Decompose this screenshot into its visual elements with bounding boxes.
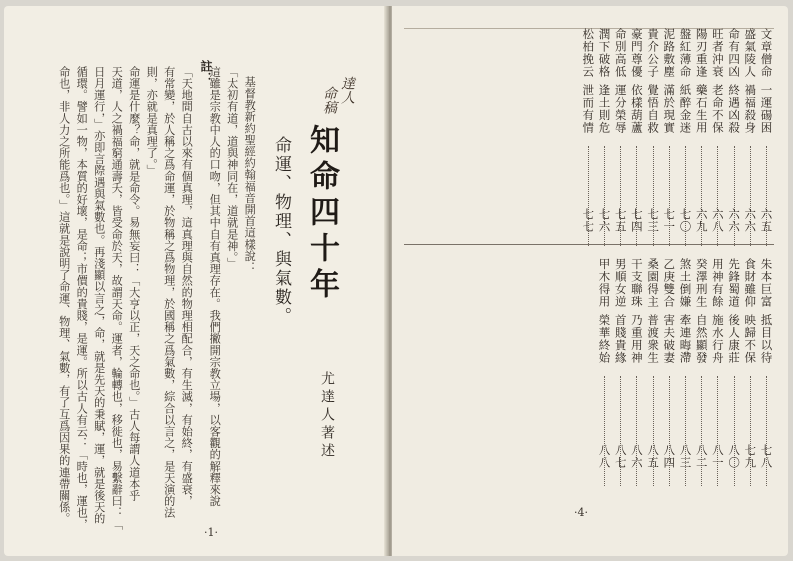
toc-entry-title[interactable]: 盛氣陵人	[743, 28, 758, 78]
toc-page-number: 七三	[646, 208, 661, 233]
toc-leader-dots	[717, 376, 719, 486]
body-column: 日月運行，」亦即言際遇與氣數也。再淺顯以言之，命，就是先天的秉賦，運，就是後天的	[92, 66, 106, 525]
toc-page-number: 七四	[629, 208, 644, 233]
toc-entry-title[interactable]: 豪門尊優	[629, 28, 644, 78]
author-byline: 尤達人著述	[319, 371, 335, 461]
toc-entry-title[interactable]: 貴介公子	[646, 28, 661, 78]
toc-page-number: 八〇	[727, 444, 742, 469]
toc-entry-title[interactable]: 旺者沖衰	[710, 28, 725, 78]
toc-entry-title[interactable]: 松柏挽云	[581, 28, 596, 78]
body-column: 有常變，於人稱之爲命運，於物稱之爲物理，於國稱之爲氣數，綜合以言之，是天演的法	[162, 66, 176, 519]
toc-page-number: 八八	[597, 444, 612, 469]
toc-entry-subtitle: 抵目以待	[759, 314, 774, 364]
toc-entry-title[interactable]: 食財雖仰	[743, 258, 758, 308]
toc-page-number: 八三	[678, 444, 693, 469]
toc-entry-subtitle: 老命不保	[710, 84, 725, 134]
body-column: 「天地間自古以來有個真理，這真理與自然的物理相配合，有生滅，有始終，有盛衰，	[180, 66, 194, 507]
toc-entry-subtitle: 滿於現實	[662, 84, 677, 134]
toc-entry-title[interactable]: 陽刃重逢	[694, 28, 709, 78]
toc-entry-subtitle: 泄而有情	[581, 84, 596, 134]
right-page	[392, 6, 788, 556]
toc-entry-title[interactable]: 甲木得用	[597, 258, 612, 308]
toc-leader-dots	[604, 376, 606, 486]
toc-page-number: 六六	[743, 208, 758, 233]
toc-leader-dots	[653, 376, 655, 486]
toc-entry-subtitle: 害夫破妻	[662, 314, 677, 364]
toc-leader-dots	[669, 376, 671, 486]
toc-page-number: 七八	[759, 444, 774, 469]
toc-entry-subtitle: 後人康莊	[727, 314, 742, 364]
toc-page-number: 七六	[597, 208, 612, 233]
toc-entry-title[interactable]: 煞土倒嫌	[678, 258, 693, 308]
toc-entry-subtitle: 禍福殺身	[743, 84, 758, 134]
toc-page-number: 八七	[613, 444, 628, 469]
toc-entry-subtitle: 藥石生用	[694, 84, 709, 134]
body-column: 命運是什麼？命，就是命令。易無妄曰：「大亨以正，天之命也。」古人每謂人道本乎	[127, 66, 141, 502]
toc-entry-title[interactable]: 朱本巨富	[759, 258, 774, 308]
toc-page-number: 六九	[694, 208, 709, 233]
body-column: 天道，人之禍福窮通壽夭，皆受命於天，故謂天命。運者，輪轉也，移徙也，易繫辭曰：「	[110, 66, 124, 530]
toc-entry-title[interactable]: 命別高低	[613, 28, 628, 78]
toc-entry-title[interactable]: 乙庚雙合	[662, 258, 677, 308]
toc-page-number: 七七	[581, 208, 596, 233]
toc-leader-dots	[734, 376, 736, 486]
body-column: 基督教新約聖經約翰福音開首這樣說：	[243, 76, 257, 274]
toc-entry-subtitle: 首賤貴緣	[613, 314, 628, 364]
toc-leader-dots	[701, 376, 703, 486]
toc-page-number: 八六	[629, 444, 644, 469]
toc-entry-title[interactable]: 泥路敷塵	[662, 28, 677, 78]
body-column: 命也，非人力之所能爲也。」這就是說明了命運、物理、氣數，有了互爲因果的連帶關係。	[57, 66, 71, 525]
body-column: 「太初有道，道與神同在，道就是神。」	[225, 66, 239, 270]
chapter-subtitle: 命運、物理、與氣數。	[271, 136, 291, 326]
toc-entry-subtitle: 榮華終始	[597, 314, 612, 364]
toc-entry-title[interactable]: 先鋒蜀道	[727, 258, 742, 308]
toc-entry-title[interactable]: 男順女逆	[613, 258, 628, 308]
toc-entry-subtitle: 覺悟自救	[646, 84, 661, 134]
left-page	[4, 6, 388, 556]
toc-page-number: 八四	[662, 444, 677, 469]
toc-entry-subtitle: 乃重用神	[629, 314, 644, 364]
toc-entry-title[interactable]: 潤下破格	[597, 28, 612, 78]
page-number-left: ·1·	[204, 526, 218, 539]
toc-page-number: 七一	[662, 208, 677, 233]
toc-leader-dots	[766, 376, 768, 486]
toc-leader-dots	[636, 376, 638, 486]
body-column: 這雖是宗教中人的口吻，但其中自有真理存在。我們撇開宗教立場，以客觀的解釋來說	[208, 66, 222, 507]
toc-entry-subtitle: 逢土則危	[597, 84, 612, 134]
toc-leader-dots	[750, 376, 752, 486]
toc-entry-subtitle: 一運碭困	[759, 84, 774, 134]
page-number-right: ·4·	[574, 506, 588, 519]
body-column: 則，亦就是真理了。」	[145, 66, 159, 177]
handwritten-author-1: 達人	[339, 76, 355, 104]
toc-page-number: 八五	[646, 444, 661, 469]
toc-entry-subtitle: 自然顯發	[694, 314, 709, 364]
toc-entry-title[interactable]: 癸澤刑生	[694, 258, 709, 308]
toc-page-number: 八一	[710, 444, 725, 469]
toc-leader-dots	[685, 376, 687, 486]
toc-entry-subtitle: 牽連晦滯	[678, 314, 693, 364]
toc-entry-subtitle: 映歸不保	[743, 314, 758, 364]
toc-entry-subtitle: 運分榮辱	[613, 84, 628, 134]
toc-page-number: 六六	[727, 208, 742, 233]
toc-entry-subtitle: 施水行舟	[710, 314, 725, 364]
toc-page-number: 七五	[613, 208, 628, 233]
toc-entry-subtitle: 普渡衆生	[646, 314, 661, 364]
toc-entry-title[interactable]: 桑園得主	[646, 258, 661, 308]
toc-entry-title[interactable]: 文章僧命	[759, 28, 774, 78]
toc-entry-title[interactable]: 用神有餘	[710, 258, 725, 308]
toc-page-number: 六五	[759, 208, 774, 233]
notes-label: 註：	[199, 60, 213, 84]
toc-page-number: 六八	[710, 208, 725, 233]
toc-page-number: 八二	[694, 444, 709, 469]
toc-entry-subtitle: 紙醉金迷	[678, 84, 693, 134]
toc-page-number: 七九	[743, 444, 758, 469]
toc-entry-subtitle: 終遇凶殺	[727, 84, 742, 134]
toc-entry-title[interactable]: 命有四凶	[727, 28, 742, 78]
toc-leader-dots	[620, 376, 622, 486]
body-column: 循環。譬如一物，本質的好壞，是命；市價的貴賤，是運。所以古人有云：「時也，運也，	[75, 66, 89, 530]
handwritten-author-2: 命稿	[321, 86, 337, 114]
toc-entry-title[interactable]: 盤紅薄命	[678, 28, 693, 78]
toc-entry-subtitle: 依樣葫蘆	[629, 84, 644, 134]
chapter-title: 知命四十年	[304, 124, 339, 304]
toc-entry-title[interactable]: 干支聯珠	[629, 258, 644, 308]
toc-page-number: 七〇	[678, 208, 693, 233]
